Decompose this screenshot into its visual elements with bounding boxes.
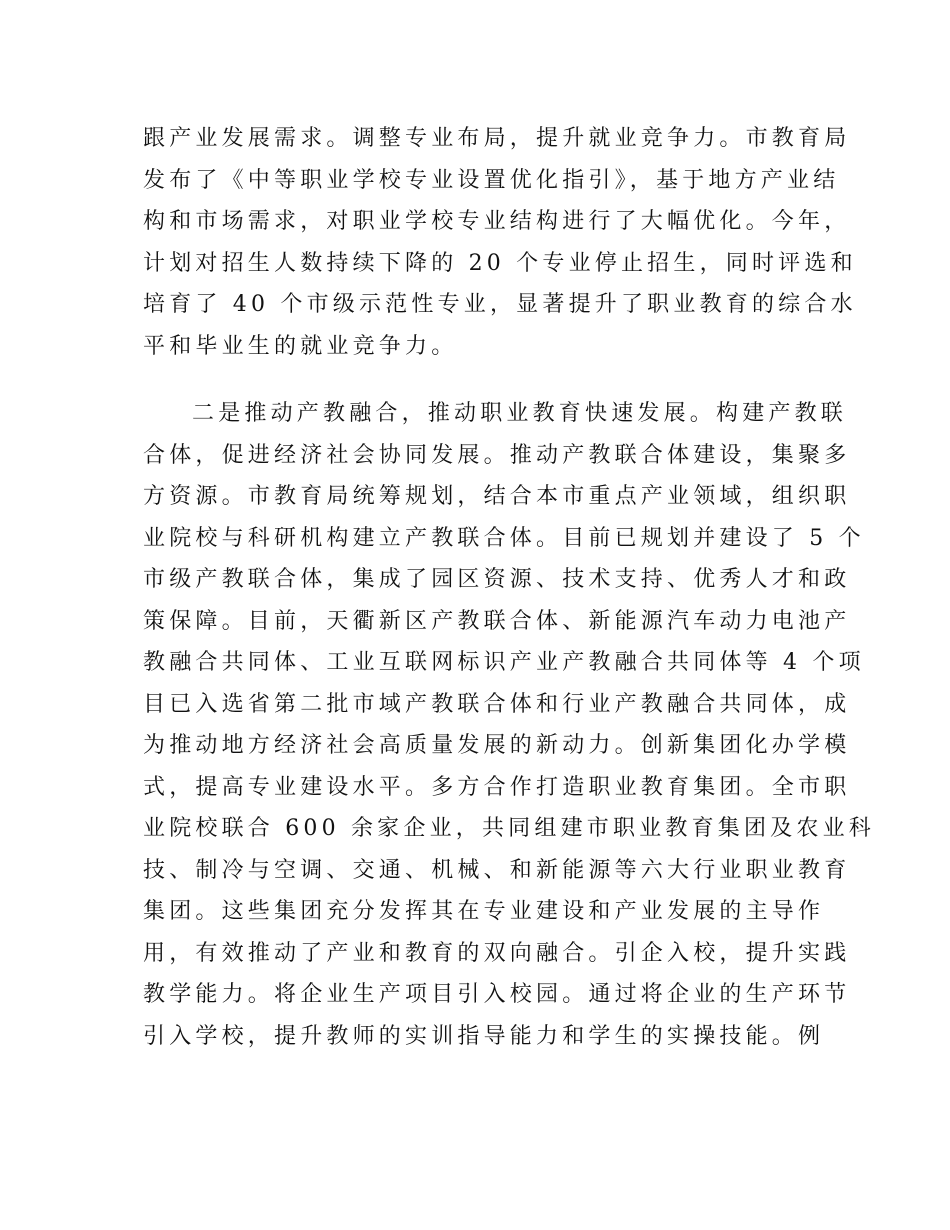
text-line: 业院校联合 600 余家企业，共同组建市职业教育集团及农业科 xyxy=(143,816,875,841)
text-line: 平和毕业生的就业竞争力。 xyxy=(143,333,458,359)
text-line: 目已入选省第二批市域产教联合体和行业产教融合共同体，成 xyxy=(143,691,851,717)
text-line: 合体，促进经济社会协同发展。推动产教联合体建设，集聚多 xyxy=(143,442,851,468)
text-line: 用，有效推动了产业和教育的双向融合。引企入校，提升实践 xyxy=(143,940,851,966)
paragraph-spacer xyxy=(143,367,808,393)
text-line: 集团。这些集团充分发挥其在专业建设和产业发展的主导作 xyxy=(143,899,825,924)
text-line: 跟产业发展需求。调整专业布局，提升就业竞争力。市教育局 xyxy=(143,126,851,151)
body-text xyxy=(143,118,875,1057)
text-line: 计划对招生人数持续下降的 20 个专业停止招生，同时评选和 xyxy=(143,250,857,276)
text-line: 技、制冷与空调、交通、机械、和新能源等六大行业职业教育 xyxy=(143,857,851,883)
text-line: 教学能力。将企业生产项目引入校园。通过将企业的生产环节 xyxy=(143,982,851,1007)
text-line: 策保障。目前，天衢新区产教联合体、新能源汽车动力电池产 xyxy=(143,608,851,634)
text-line: 为推动地方经济社会高质量发展的新动力。创新集团化办学模 xyxy=(143,733,851,758)
text-line: 发布了《中等职业学校专业设置优化指引》，基于地方产业结 xyxy=(143,167,840,193)
text-line: 方资源。市教育局统筹规划，结合本市重点产业领域，组织职 xyxy=(143,484,851,509)
text-line: 业院校与科研机构建立产教联合体。目前已规划并建设了 5 个 xyxy=(143,525,865,551)
text-line: 市级产教联合体，集成了园区资源、技术支持、优秀人才和政 xyxy=(143,567,851,592)
text-line: 式，提高专业建设水平。多方合作打造职业教育集团。全市职 xyxy=(143,774,851,800)
text-line: 构和市场需求，对职业学校专业结构进行了大幅优化。今年， xyxy=(143,209,851,234)
text-line: 引入学校，提升教师的实训指导能力和学生的实操技能。例 xyxy=(143,1023,825,1049)
text-line: 教融合共同体、工业互联网标识产业产教融合共同体等 4 个项 xyxy=(143,650,865,675)
text-line: 二是推动产教融合，推动职业教育快速发展。构建产教联 xyxy=(192,401,848,426)
text-line: 培育了 40 个市级示范性专业，显著提升了职业教育的综合水 xyxy=(143,292,857,317)
